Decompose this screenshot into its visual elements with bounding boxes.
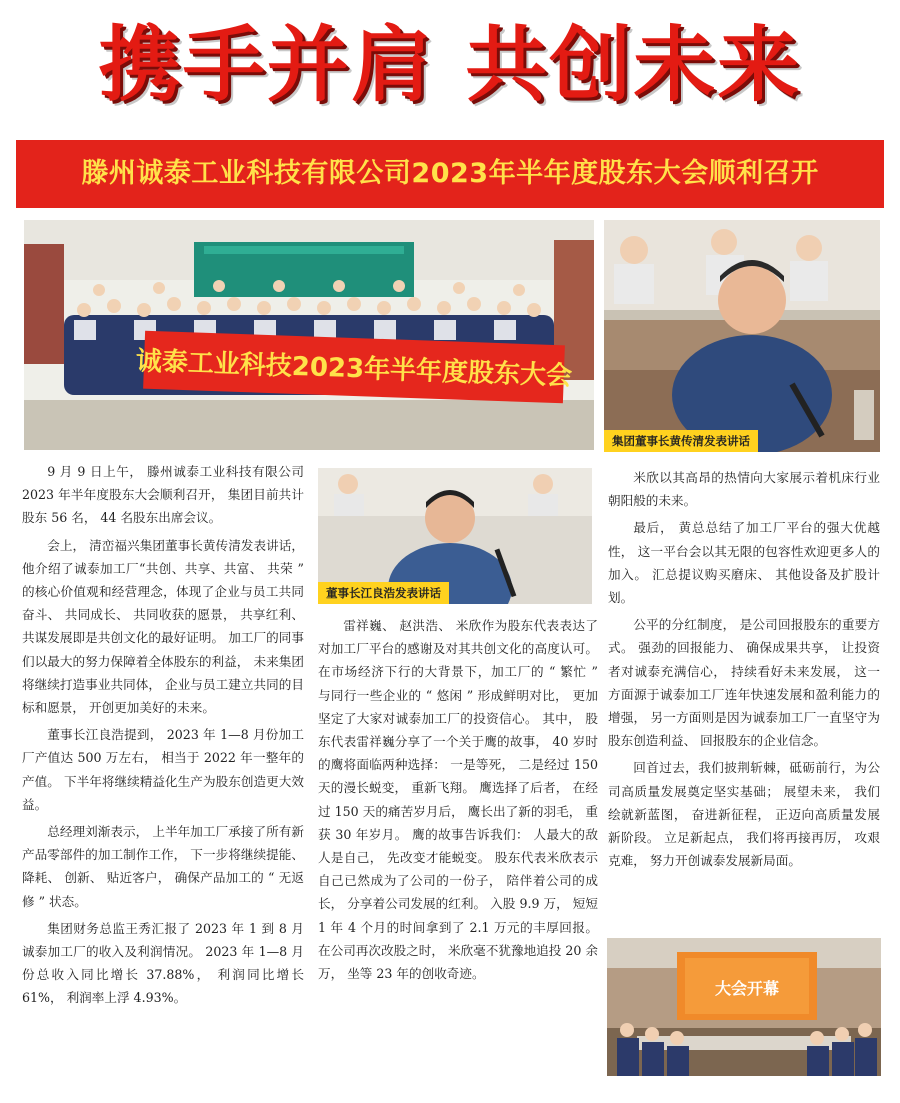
article-column-1	[22, 460, 304, 1014]
group-banner-text: 诚泰工业科技2023年半年度股东大会	[135, 346, 573, 392]
group-photo	[24, 220, 594, 450]
paragraph: 董事长江良浩提到， 2023 年 1—8 月份加工厂产值达 500 万左右， 相当于 2022 年一整年的产值。 下半年将继续精益化生产为股东创造更大效益。	[22, 727, 304, 812]
chairman-caption: 集团董事长黄传清发表讲话	[604, 430, 758, 452]
paragraph: 回首过去，我们披荆斩棘，砥砺前行，为公司高质量发展奠定坚实基础； 展望未来， 我们绘就新蓝图， 奋进新征程， 正迈向高质量发展新阶段。 立足新起点， 我们将再接再厉， 攻艰克难， 努力开创诚泰发展新局面。	[608, 760, 880, 869]
director-caption: 董事长江良浩发表讲话	[318, 582, 449, 604]
paragraph: 集团财务总监王秀汇报了 2023 年 1 到 8 月诚泰加工厂的收入及利润情况。 2023 年 1—8 月份总收入同比增长 37.88%， 利润同比增长 61%， 利润率上浮 4.93%。	[22, 920, 304, 1006]
paragraph: 9 月 9 日上午， 滕州诚泰工业科技有限公司 2023 年半年度股东大会顺利召开， 集团目前共计股东 56 名， 44 名股东出席会议。	[22, 464, 304, 526]
paragraph: 雷祥巍、 赵洪浩、 米欣作为股东代表表达了对加工厂平台的感谢及对其共创文化的高度认可。 在市场经济下行的大背景下，加工厂的 “ 繁忙 ” 与同行一些企业的 “ 悠闲 ” 形成鲜明对比， 更加坚定了大家对诚泰加工厂的投资信心。 其中， 股东代表雷祥巍分享了一个关于鹰的故事， 40 岁时的鹰将面临两种选择： 一是等死， 二是经过 150 天的漫长蜕变， 重新飞翔。 鹰选择了后者， 在经过 150 天的痛苦岁月后， 鹰长出了新的羽毛， 重获 30 年岁月。 鹰的故事告诉我们： 人最大的敌人是自己， 先改变才能蜕变。 股东代表米欣表示自己已然成为了公司的一份子， 陪伴着公司的成长， 分享着公司发展的红利。 入股 9.9 万， 短短 1 年 4 个月的时间拿到了 2.1 万元的丰厚回报。 在公司再次改股之时， 米欣毫不犹豫地追投 20 余万， 坐等 23 年的创收奇迹。	[318, 618, 598, 982]
paragraph: 会上， 清峦福兴集团董事长黄传清发表讲话，他介绍了诚泰加工厂“共创、共享、共富、 共荣 ” 的核心价值观和经营理念，体现了企业与员工共同奋斗、 共同成长、 共同收获的愿景， 共享红利、 共谋发展即是共创文化的最好证明。 加工厂的同事们以最大的努力保障着全体股东的利益， 未来集团将继续打造事业共同体， 企业与员工建立共同的目标和愿景， 开创更加美好的未来。	[22, 537, 304, 716]
chairman-photo	[604, 220, 880, 452]
paragraph: 米欣以其高昂的热情向大家展示着机床行业朝阳般的未来。	[608, 470, 880, 509]
paragraph: 公平的分红制度， 是公司回报股东的重要方式。 强劲的回报能力、 确保成果共享， 让投资者对诚泰充满信心， 持续看好未来发展， 这一方面源于诚泰加工厂连年快速发展和盈利能力的增强， 另一方面则是因为诚泰加工厂一直坚守为股东创造利益、 回报股东的企业信念。	[608, 617, 880, 749]
subheadline-banner: 滕州诚泰工业科技有限公司2023年半年度股东大会顺利召开	[16, 140, 884, 208]
meeting-photo	[607, 938, 881, 1076]
director-photo	[318, 468, 592, 604]
paragraph: 总经理刘渐表示， 上半年加工厂承接了所有新产品零部件的加工制作工作， 下一步将继续提能、 降耗、 创新、 贴近客户， 确保产品加工的 “ 无返修 ” 状态。	[22, 824, 304, 909]
article-column-2	[318, 614, 598, 989]
headline: 携手并肩 共创未来	[98, 18, 802, 113]
meeting-screen-text: 大会开幕	[714, 979, 780, 998]
article-column-3	[608, 466, 880, 876]
paragraph: 最后， 黄总总结了加工厂平台的强大优越性， 这一平台会以其无限的包容性欢迎更多人的加入。 汇总提议购买磨床、 其他设备及扩股计划。	[608, 520, 880, 606]
